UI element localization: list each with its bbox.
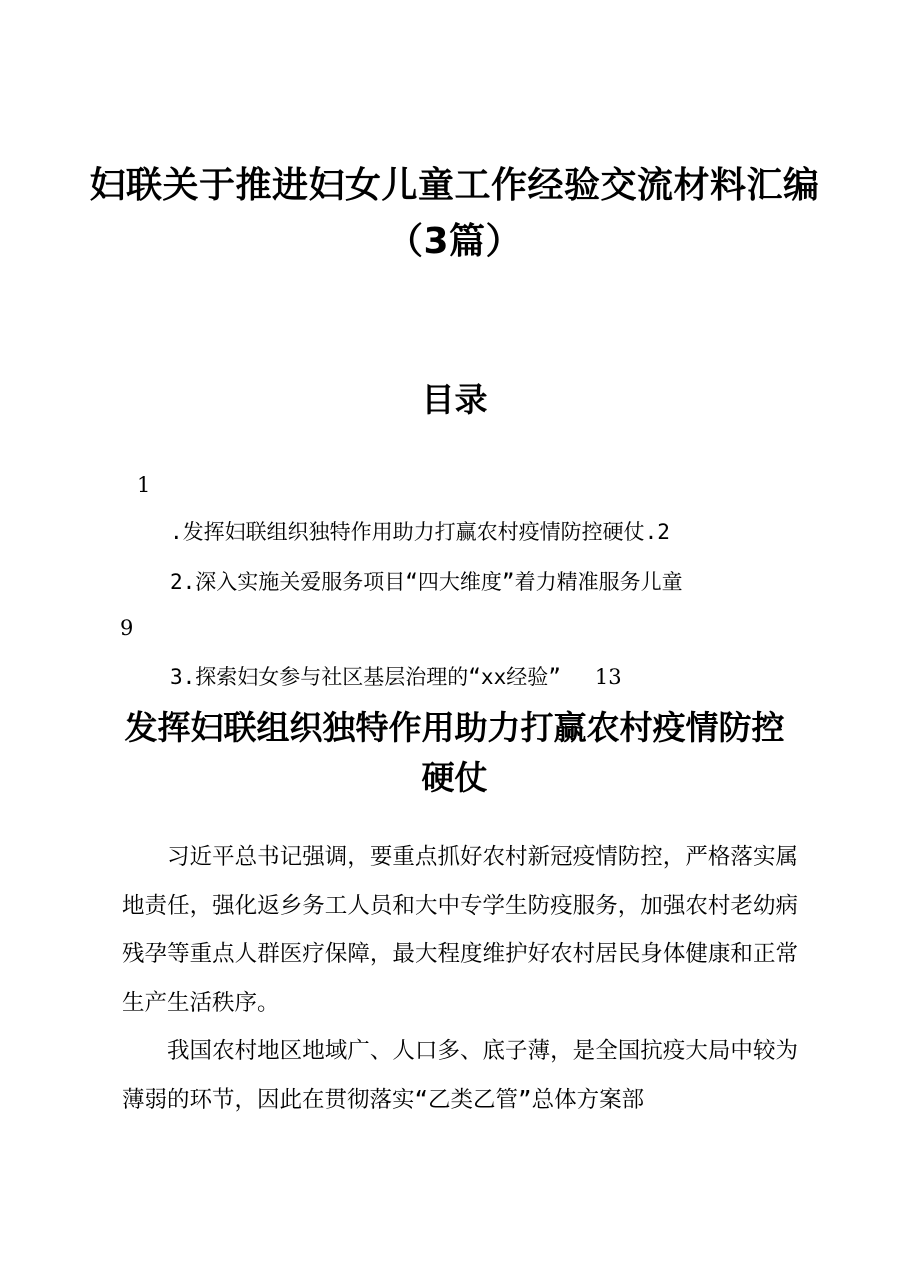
toc-item-2-page: 9 — [120, 616, 134, 640]
toc-item-2[interactable] — [170, 567, 683, 597]
article-paragraph: 我国农村地区地域广、人口多、底子薄，是全国抗疫大局中较为薄弱的环节，因此在贯彻落实“乙类乙管”总体方案部 — [122, 1038, 798, 1113]
toc-item-1-text: .发挥妇联组织独特作用助力打赢农村疫情防控硬仗. — [170, 520, 658, 544]
article-paragraph: 习近平总书记强调，要重点抓好农村新冠疫情防控，严格落实属地责任，强化返乡务工人员和大中专学生防疫服务，加强农村老幼病残孕等重点人群医疗保障，最大程度维护好农村居民身体健康和正常生产生活秩序。 — [122, 844, 798, 1016]
article-title-line-1: 发挥妇联组织独特作用助力打赢农村疫情防控 — [124, 708, 785, 747]
article-title-line-2: 硬仗 — [421, 758, 488, 797]
toc-heading: 目录 — [421, 380, 488, 419]
toc-item-2-text: 2.深入实施关爱服务项目“四大维度”着力精准服务儿童 — [170, 570, 683, 594]
article-title — [60, 703, 849, 803]
toc-item-3-page: 13 — [594, 665, 622, 689]
document-title-line-2: （3篇） — [386, 221, 523, 262]
toc-item-1-prefix: 1 — [137, 473, 151, 497]
document-title-line-1: 妇联关于推进妇女儿童工作经验交流材料汇编 — [89, 165, 820, 206]
toc-item-1[interactable] — [170, 517, 670, 547]
toc-item-1-page: 2 — [657, 520, 670, 544]
toc-item-3[interactable] — [170, 662, 622, 692]
toc-item-3-text: 3.探索妇女参与社区基层治理的“xx经验” — [170, 665, 561, 689]
document-title — [60, 158, 849, 270]
